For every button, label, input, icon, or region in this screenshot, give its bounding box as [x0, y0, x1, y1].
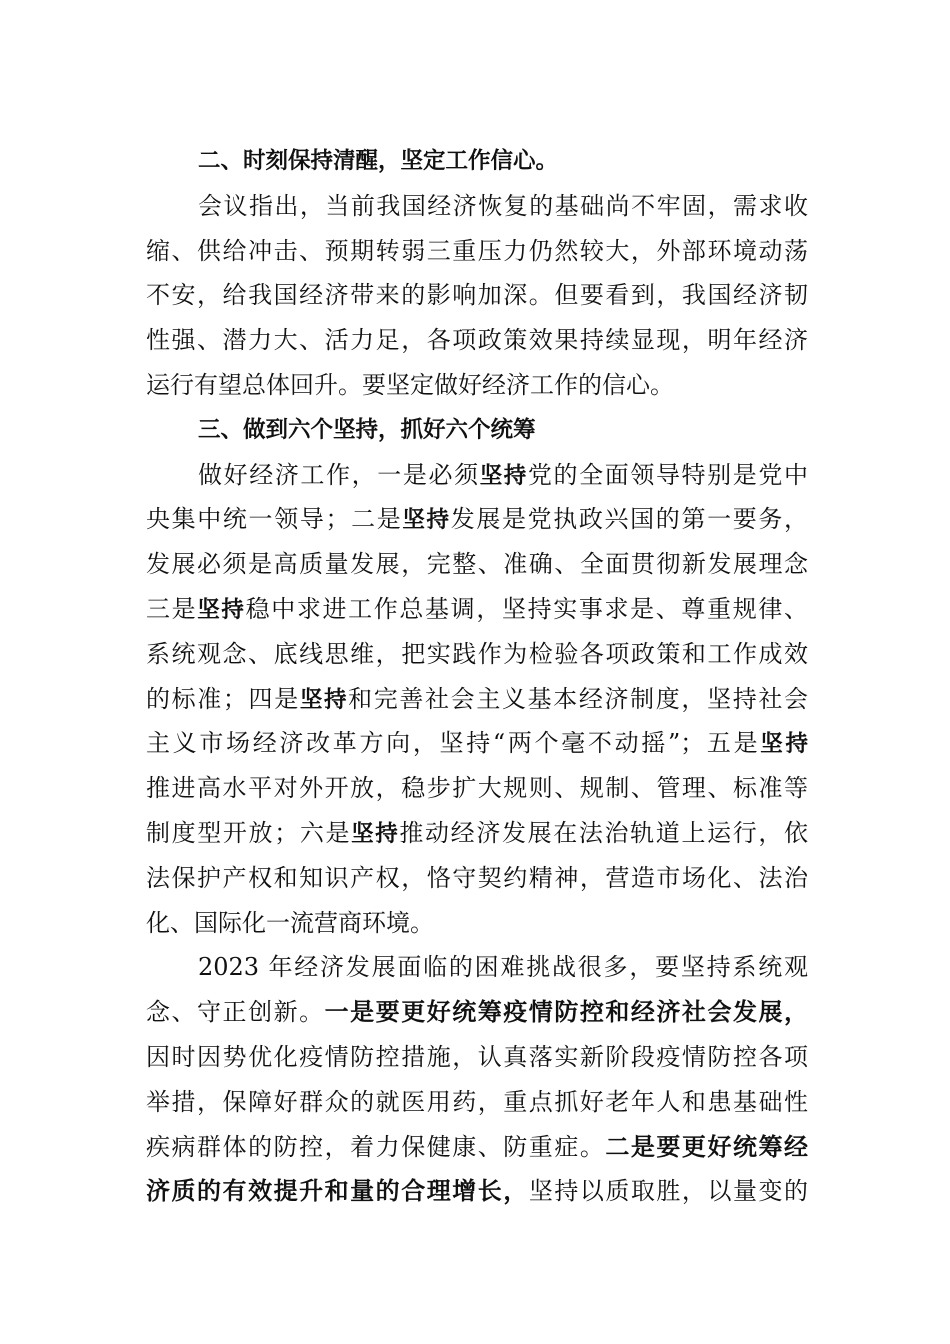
- bold-keyword: 坚持: [351, 820, 400, 847]
- section-heading-3: 三、做到六个坚持，抓好六个统筹: [198, 416, 536, 443]
- text-run: 发展是党执政兴国的第一要务，: [450, 505, 808, 534]
- bold-phrase: 济质的有效提升和量的合理增长，: [146, 1176, 529, 1206]
- text-line: 推进高水平对外开放，稳步扩大规则、规制、管理、标准等: [146, 774, 808, 803]
- text-line: 运行有望总体回升。要坚定做好经济工作的信心。: [146, 370, 674, 399]
- text-line: 化、国际化一流营商环境。: [146, 908, 434, 937]
- text-line: [146, 721, 808, 766]
- text-line: 2023 年经济发展面临的困难挑战很多，要坚持系统观: [198, 953, 808, 982]
- text-run: 做好经济工作，一是必须: [198, 460, 480, 489]
- bold-phrase: 二是要更好统筹经: [605, 1131, 808, 1161]
- paragraph-2023-tasks: [146, 945, 808, 1214]
- text-run: 制度型开放；六是: [146, 818, 352, 847]
- section-heading-2: 二、时刻保持清醒，坚定工作信心。: [198, 148, 559, 174]
- text-run: 坚持以质取胜，以量变的: [528, 1177, 808, 1206]
- text-line: [146, 1125, 808, 1170]
- text-run: 疾病群体的防控，着力保健康、防重症。: [146, 1132, 606, 1161]
- document-body: [146, 139, 808, 1214]
- text-line: [146, 1169, 808, 1214]
- text-line: 不安，给我国经济带来的影响加深。但要看到，我国经济韧: [146, 281, 808, 310]
- text-line: 性强、潜力大、活力足，各项政策效果持续显现，明年经济: [146, 326, 808, 355]
- text-line: 缩、供给冲击、预期转弱三重压力仍然较大，外部环境动荡: [146, 236, 808, 265]
- text-line: 举措，保障好群众的就医用药，重点抓好老年人和患基础性: [146, 1087, 808, 1116]
- text-run: 党的全面领导特别是党中: [527, 460, 808, 489]
- text-run: 主义市场经济改革方向，坚持“两个毫不动摇”；五是: [146, 729, 761, 758]
- text-line: 发展必须是高质量发展，完整、准确、全面贯彻新发展理念: [146, 550, 808, 579]
- text-run: 推动经济发展在法治轨道上运行，依: [399, 818, 808, 847]
- text-line: [146, 587, 808, 632]
- bold-keyword: 坚持: [760, 731, 808, 758]
- bold-phrase: 一是要更好统筹疫情防控和经济社会发展，: [324, 997, 808, 1027]
- text-line: [146, 497, 808, 542]
- text-line: 因时因势优化疫情防控措施，认真落实新阶段疫情防控各项: [146, 1042, 808, 1071]
- text-run: 念、守正创新。: [146, 998, 325, 1027]
- text-line: 系统观念、底线思维，把实践作为检验各项政策和工作成效: [146, 639, 808, 668]
- text-run: 三是: [146, 594, 198, 623]
- text-line: 会议指出，当前我国经济恢复的基础尚不牢固，需求收: [198, 191, 808, 220]
- paragraph-six-persistences: [146, 453, 808, 946]
- text-line: [146, 990, 808, 1035]
- paragraph-economic-outlook: [146, 184, 808, 408]
- text-line: 法保护产权和知识产权，恪守契约精神，营造市场化、法治: [146, 863, 808, 892]
- text-run: 稳中求进工作总基调，坚持实事求是、尊重规律、: [245, 594, 808, 623]
- text-line: [146, 677, 808, 722]
- text-run: 的标准；四是: [146, 684, 300, 713]
- bold-keyword: 坚持: [479, 462, 528, 489]
- bold-keyword: 坚持: [299, 686, 349, 713]
- bold-keyword: 坚持: [197, 596, 246, 623]
- text-line: [146, 453, 808, 498]
- text-run: 和完善社会主义基本经济制度，坚持社会: [348, 684, 808, 713]
- text-run: 央集中统一领导；二是: [146, 505, 403, 534]
- text-line: [146, 811, 808, 856]
- bold-keyword: 坚持: [402, 507, 451, 534]
